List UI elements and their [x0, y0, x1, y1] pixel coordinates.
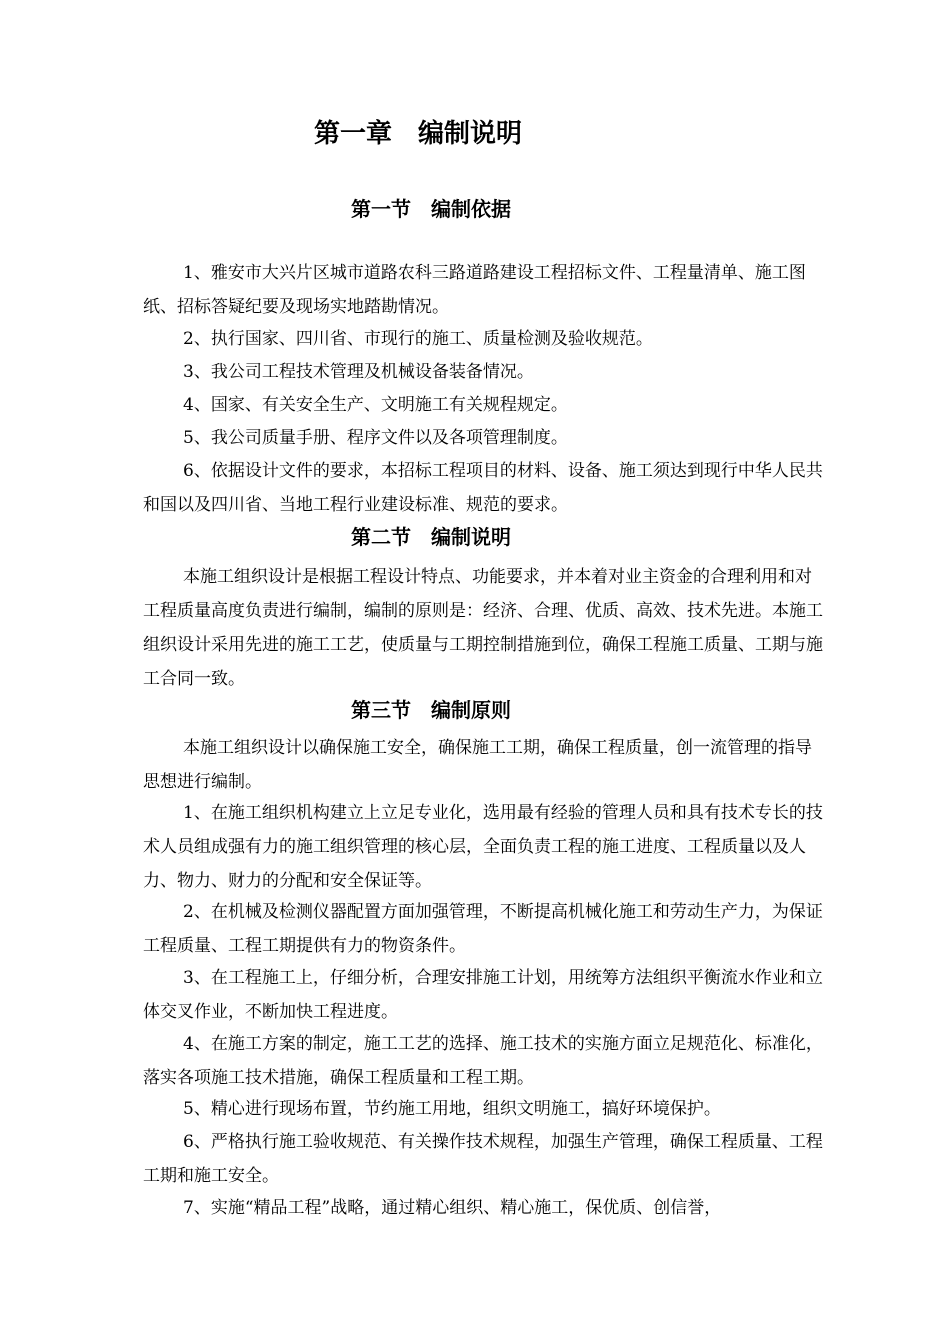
chapter-title: 第一章 编制说明	[313, 119, 522, 149]
paragraph: 5、我公司质量手册、程序文件以及各项管理制度。	[183, 428, 568, 448]
paragraph: 1、在施工组织机构建立上立足专业化，选用最有经验的管理人员和具有技术专长的技术人员组成强有力的施工组织管理的核心层，全面负责工程的施工进度、工程质量以及人力、物力、财力的分配和安全保证等。	[143, 803, 823, 891]
paragraph: 1、雅安市大兴片区城市道路农科三路道路建设工程招标文件、工程量清单、施工图纸、招标答疑纪要及现场实地踏勘情况。	[143, 263, 806, 317]
paragraph: 3、我公司工程技术管理及机械设备装备情况。	[183, 362, 534, 382]
section-title-3: 第三节 编制原则	[351, 698, 511, 722]
paragraph: 3、在工程施工上，仔细分析，合理安排施工计划，用统筹方法组织平衡流水作业和立体交叉作业，不断加快工程进度。	[143, 968, 823, 1022]
paragraph: 6、依据设计文件的要求，本招标工程项目的材料、设备、施工须达到现行中华人民共和国以及四川省、当地工程行业建设标准、规范的要求。	[143, 461, 823, 515]
paragraph: 2、执行国家、四川省、市现行的施工、质量检测及验收规范。	[183, 329, 653, 349]
section-title-2: 第二节 编制说明	[351, 525, 511, 549]
paragraph: 本施工组织设计是根据工程设计特点、功能要求，并本着对业主资金的合理利用和对工程质量高度负责进行编制，编制的原则是：经济、合理、优质、高效、技术先进。本施工组织设计采用先进的施工工艺，使质量与工期控制措施到位，确保工程施工质量、工期与施工合同一致。	[143, 567, 823, 689]
paragraph: 6、严格执行施工验收规范、有关操作技术规程，加强生产管理，确保工程质量、工程工期和施工安全。	[143, 1132, 823, 1186]
paragraph: 4、国家、有关安全生产、文明施工有关规程规定。	[183, 395, 568, 415]
paragraph: 4、在施工方案的制定，施工工艺的选择、施工技术的实施方面立足规范化、标准化，落实各项施工技术措施，确保工程质量和工程工期。	[143, 1034, 823, 1088]
paragraph: 2、在机械及检测仪器配置方面加强管理，不断提高机械化施工和劳动生产力，为保证工程质量、工程工期提供有力的物资条件。	[143, 902, 823, 956]
section-title-1: 第一节 编制依据	[351, 197, 511, 221]
paragraph: 本施工组织设计以确保施工安全，确保施工工期，确保工程质量，创一流管理的指导思想进行编制。	[143, 738, 812, 792]
paragraph: 7、实施“精品工程”战略，通过精心组织、精心施工，保优质、创信誉，	[183, 1198, 722, 1218]
paragraph: 5、精心进行现场布置，节约施工用地，组织文明施工，搞好环境保护。	[183, 1099, 721, 1119]
